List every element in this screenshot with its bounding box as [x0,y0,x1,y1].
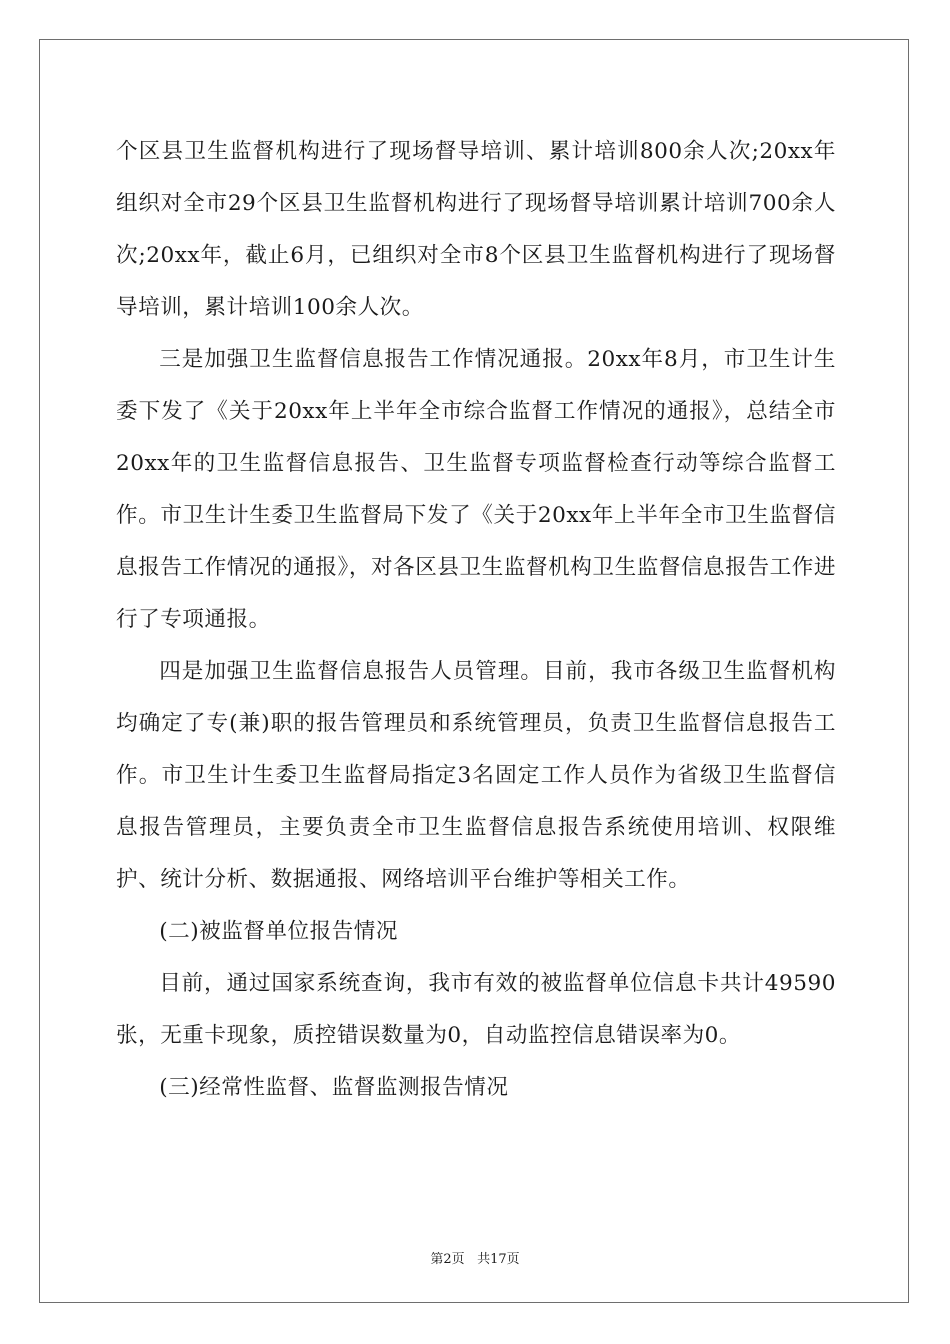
section-heading-routine-supervision: (三)经常性监督、监督监测报告情况 [159,1075,509,1100]
page-total: 共17页 [477,1252,520,1267]
document-body [116,126,836,1114]
paragraph-staff-management: 四是加强卫生监督信息报告人员管理。目前，我市各级卫生监督机构均确定了专(兼)职的报告管理员和系统管理员，负责卫生监督信息报告工作。市卫生计生委卫生监督局指定3名固定工作人员作为省级卫生监督信息报告管理员，主要负责全市卫生监督信息报告系统使用培训、权限维护、统计分析、数据通报、网络培训平台维护等相关工作。 [116,659,836,892]
paragraph-supervised-units: 目前，通过国家系统查询，我市有效的被监督单位信息卡共计49590张，无重卡现象，质控错误数量为0，自动监控信息错误率为0。 [116,971,836,1048]
page-number: 第2页 [430,1252,465,1267]
page-footer [0,1248,950,1267]
paragraph-report-notification: 三是加强卫生监督信息报告工作情况通报。20xx年8月，市卫生计生委下发了《关于20xx年上半年全市综合监督工作情况的通报》，总结全市20xx年的卫生监督信息报告、卫生监督专项监督检查行动等综合监督工作。市卫生计生委卫生监督局下发了《关于20xx年上半年全市卫生监督信息报告工作情况的通报》，对各区县卫生监督机构卫生监督信息报告工作进行了专项通报。 [116,347,836,632]
section-heading-supervised-units: (二)被监督单位报告情况 [159,919,398,944]
paragraph-continuation: 个区县卫生监督机构进行了现场督导培训、累计培训800余人次;20xx年组织对全市29个区县卫生监督机构进行了现场督导培训累计培训700余人次;20xx年，截止6月，已组织对全市8个区县卫生监督机构进行了现场督导培训，累计培训100余人次。 [116,139,836,320]
